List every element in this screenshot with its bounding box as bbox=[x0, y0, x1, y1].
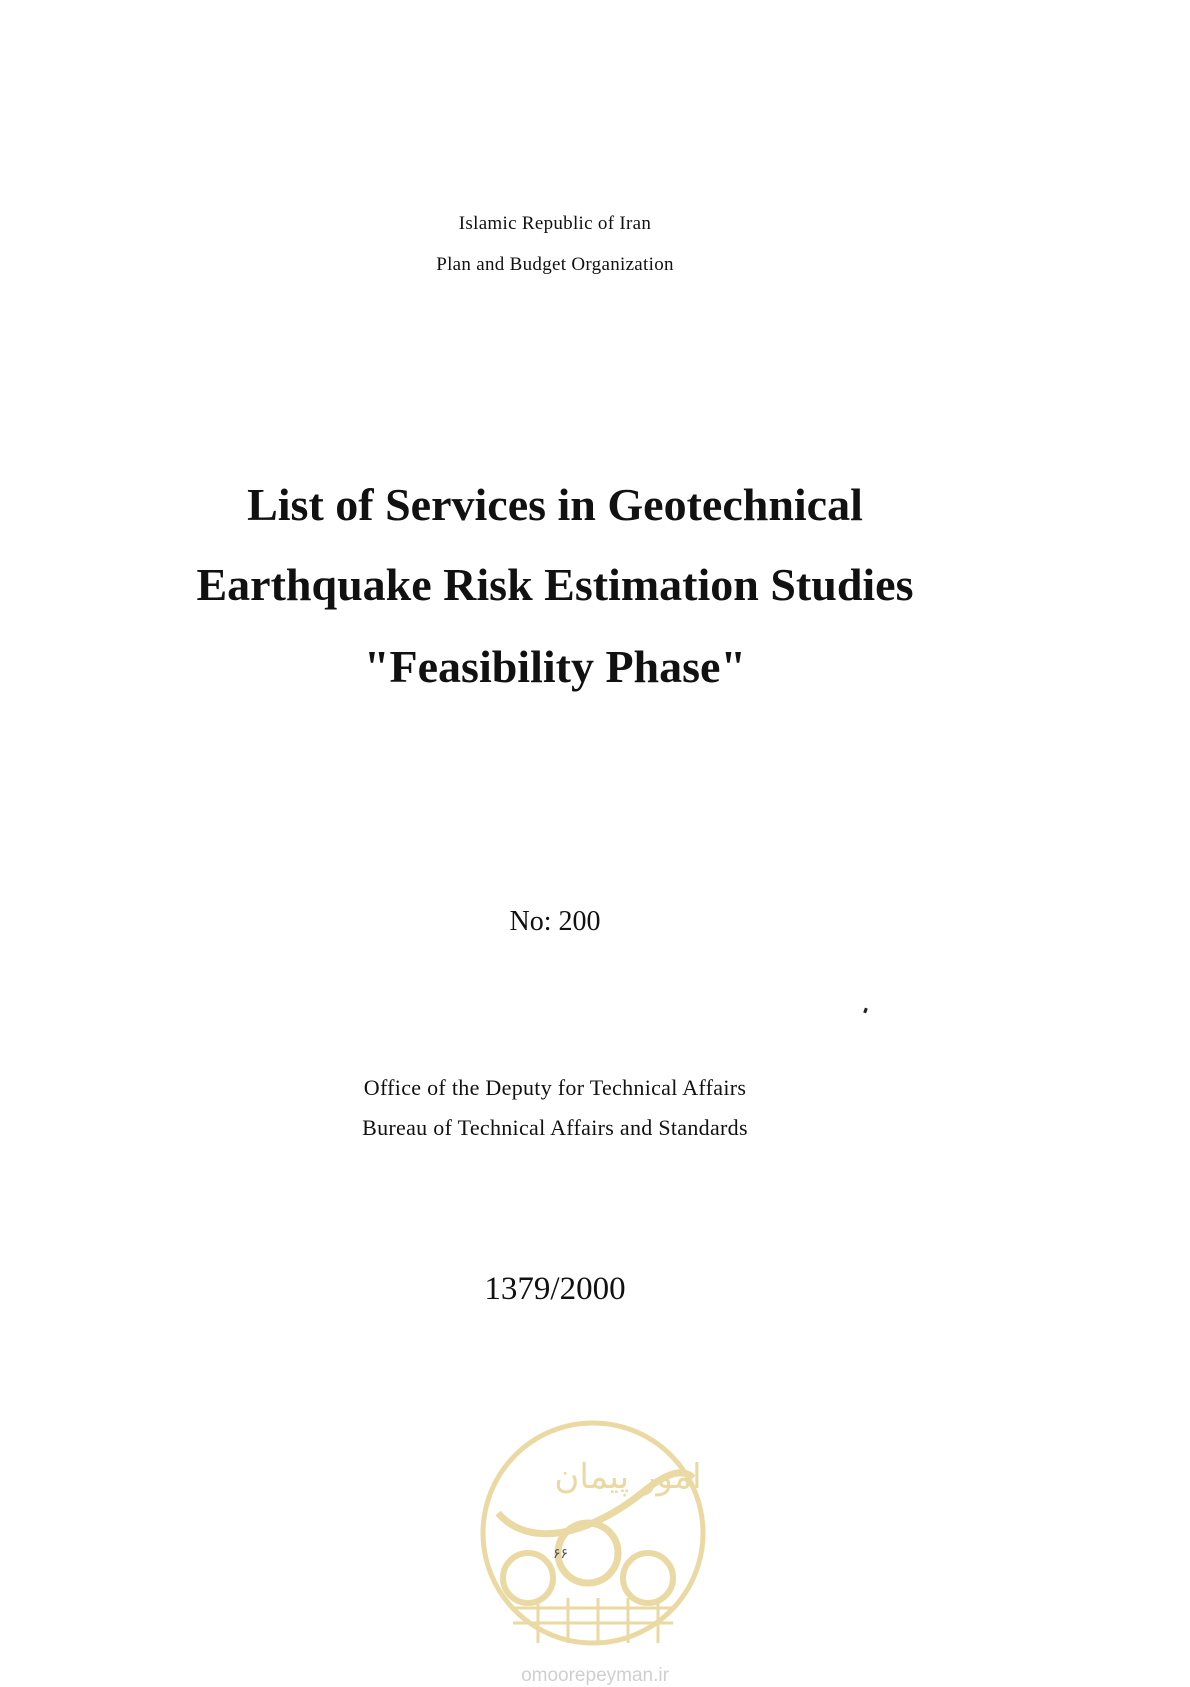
header-organization: Plan and Budget Organization bbox=[436, 254, 674, 275]
scan-speck bbox=[863, 1008, 868, 1014]
gear-left-icon bbox=[503, 1553, 553, 1603]
header-country: Islamic Republic of Iran bbox=[458, 213, 652, 234]
title-line-3: "Feasibility Phase" bbox=[363, 641, 746, 692]
document-number: No: 200 bbox=[509, 906, 601, 937]
watermark-seal bbox=[478, 1418, 708, 1648]
publication-year: 1379/2000 bbox=[484, 1271, 626, 1307]
title-line-2: Earthquake Risk Estimation Studies bbox=[196, 559, 914, 610]
seal-number: ۶۶ bbox=[553, 1546, 569, 1562]
seal-text: امور پیمان bbox=[554, 1457, 702, 1497]
title-line-1: List of Services in Geotechnical bbox=[247, 479, 863, 530]
office-line-1: Office of the Deputy for Technical Affairs bbox=[363, 1075, 747, 1100]
gear-right-icon bbox=[623, 1553, 673, 1603]
seal-ring bbox=[483, 1423, 703, 1643]
watermark-url: omoorepeyman.ir bbox=[521, 1665, 669, 1686]
office-line-2: Bureau of Technical Affairs and Standards bbox=[362, 1115, 748, 1140]
